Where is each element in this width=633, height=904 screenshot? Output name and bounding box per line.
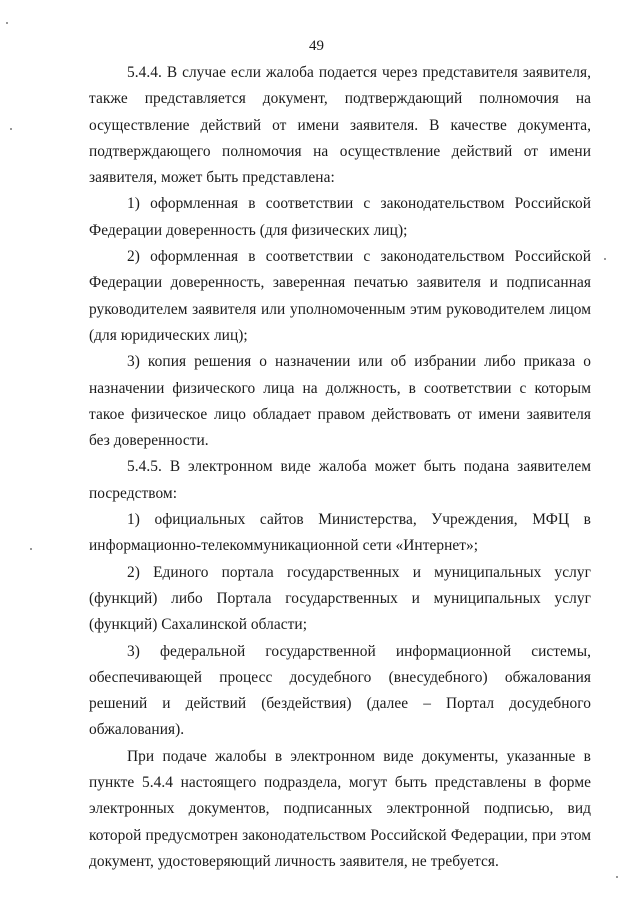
scan-speck — [10, 128, 12, 130]
paragraph-5-4-5: 5.4.5. В электронном виде жалоба может быть подана заявителем посредством: — [89, 458, 591, 502]
list-item-3-appointment-copy: 3) копия решения о назначении или об избрании либо приказа о назначении физического лица на должность, в соответствии с которым такое физическое лицо обладает правом действовать от имени заявителя без доверенности. — [89, 353, 591, 450]
scan-speck — [30, 548, 32, 550]
list-item-2-legal-entities: 2) оформленная в соответствии с законодательством Российской Федерации доверенность, заверенная печатью заявителя и подписанная руководителем заявителя или уполномоченным этим руководителем лицом (для юридических лиц); — [89, 248, 591, 344]
paragraph-5-4-4: 5.4.4. В случае если жалоба подается через представителя заявителя, также представляется документ, подтверждающий полномочия на осуществление действий от имени заявителя. В качестве документа, подтверждающего полномочия на осуществление действий от имени заявителя, может быть представлена: — [89, 64, 591, 187]
list-item-2-portal: 2) Единого портала государственных и муниципальных услуг (функций) либо Портала государственных и муниципальных услуг (функций) Сахалинской области; — [89, 563, 591, 634]
page-number: 49 — [309, 38, 324, 54]
list-item-3-federal-system: 3) федеральной государственной информационной системы, обеспечивающей процесс досудебного (внесудебного) обжалования решений и действий (бездействия) (далее – Портал досудебного обжалования). — [89, 642, 591, 739]
paragraph-electronic-submission: При подаче жалобы в электронном виде документы, указанные в пункте 5.4.4 настоящего подраздела, могут быть представлены в форме электронных документов, подписанных электронной подписью, вид которой предусмотрен законодательством Российской Федерации, при этом документ, удостоверяющий личность заявителя, не требуется. — [89, 747, 591, 870]
document-body — [89, 60, 591, 875]
scan-speck — [6, 22, 8, 24]
scan-speck — [604, 258, 606, 260]
scan-speck — [616, 876, 618, 878]
list-item-1-individuals: 1) оформленная в соответствии с законодательством Российской Федерации доверенность (для физических лиц); — [89, 195, 591, 239]
list-item-1-official-sites: 1) официальных сайтов Министерства, Учреждения, МФЦ в информационно-телекоммуникационной сети «Интернет»; — [89, 511, 591, 555]
